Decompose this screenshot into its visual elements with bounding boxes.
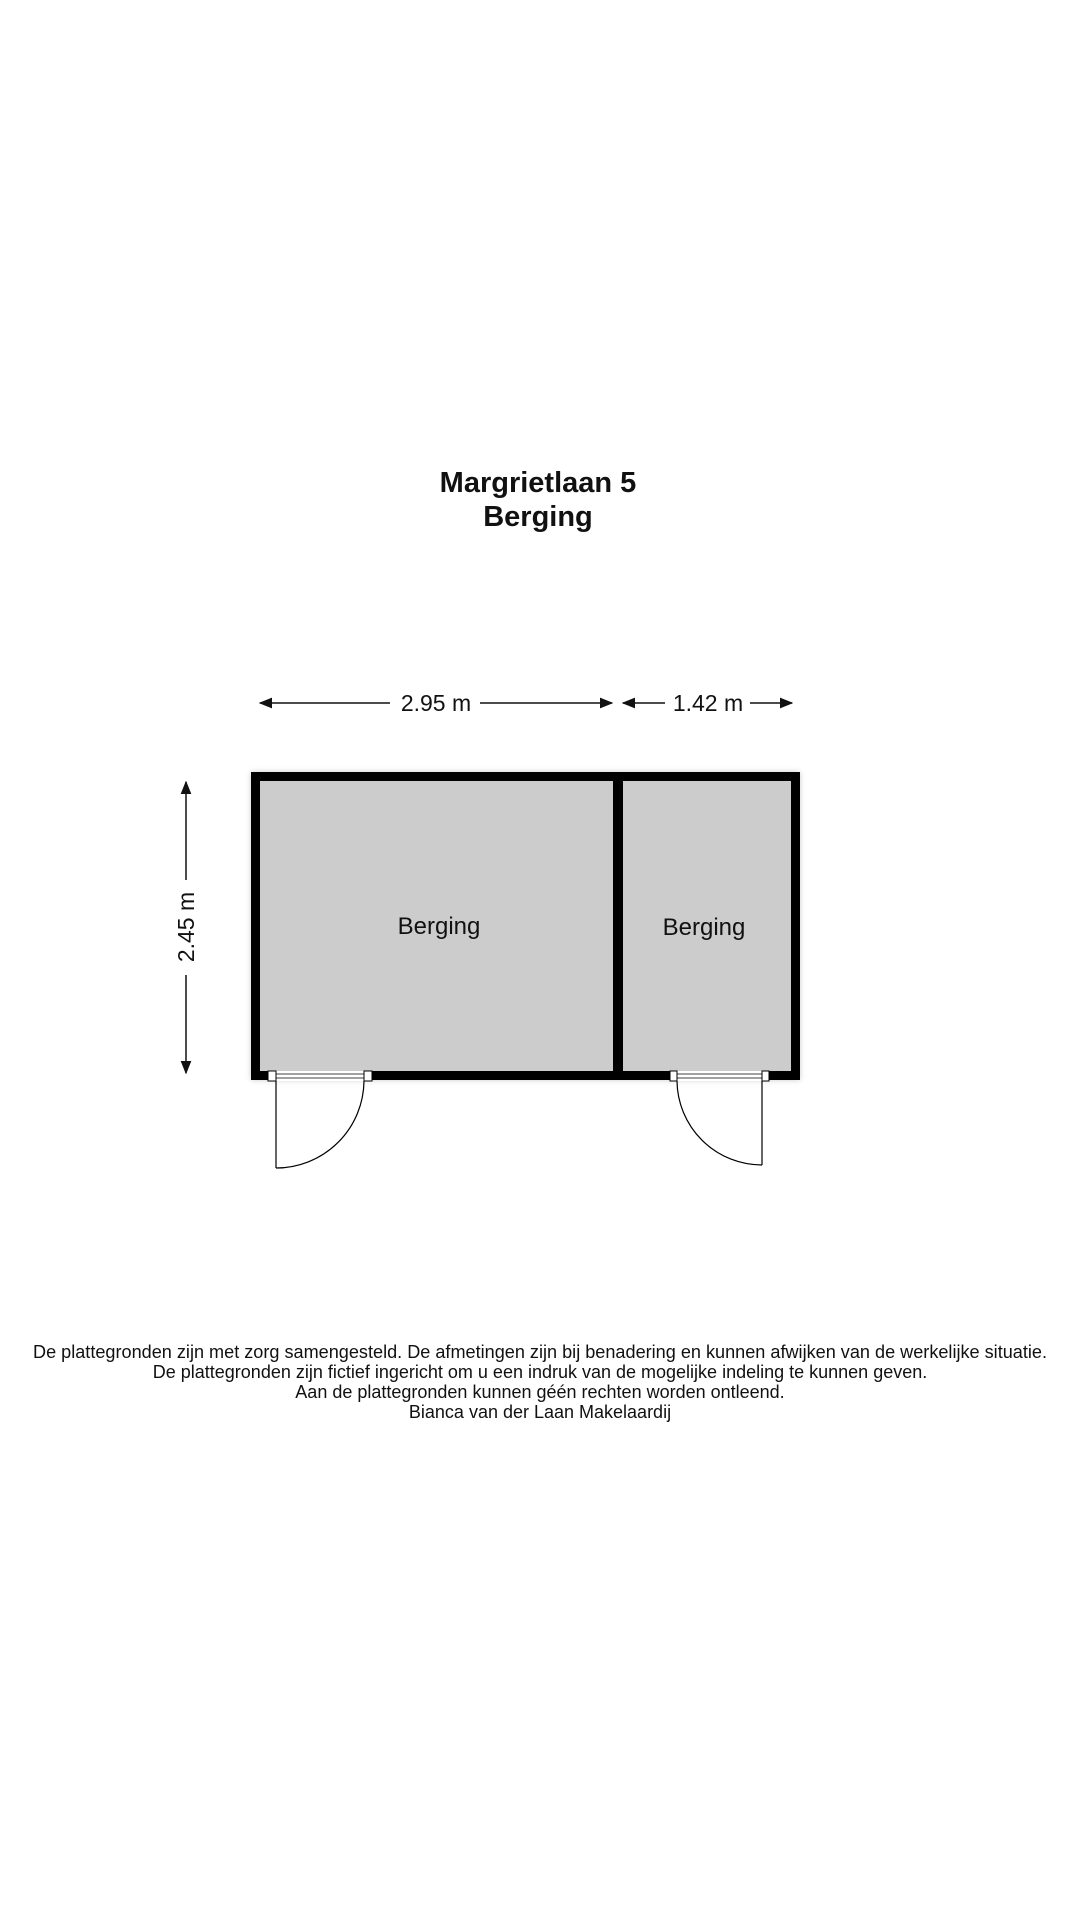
room-label-left: Berging xyxy=(397,913,481,940)
disclaimer xyxy=(33,1342,1047,1422)
dimension-label: 1.42 m xyxy=(672,690,744,716)
dimension-height xyxy=(173,782,199,1073)
disclaimer-line: Aan de plattegronden kunnen géén rechten worden ontleend. xyxy=(295,1382,785,1402)
disclaimer-line: Bianca van der Laan Makelaardij xyxy=(408,1402,672,1422)
dimension-width-right xyxy=(623,690,792,716)
plan-title-subtitle: Berging xyxy=(483,501,593,533)
dimension-width-left xyxy=(260,690,612,716)
disclaimer-line: De plattegronden zijn fictief ingericht om u een indruk van de mogelijke indeling te kunnen geven. xyxy=(152,1362,928,1382)
door-left xyxy=(268,1071,372,1168)
door-right xyxy=(670,1071,769,1165)
disclaimer-line: De plattegronden zijn met zorg samengesteld. De afmetingen zijn bij benadering en kunnen afwijken van de werkelijke situatie. xyxy=(33,1342,1047,1362)
dimension-label: 2.95 m xyxy=(400,690,472,716)
dimension-label: 2.45 m xyxy=(173,891,199,963)
room-label-right: Berging xyxy=(662,914,746,941)
plan-title-address: Margrietlaan 5 xyxy=(439,467,637,499)
